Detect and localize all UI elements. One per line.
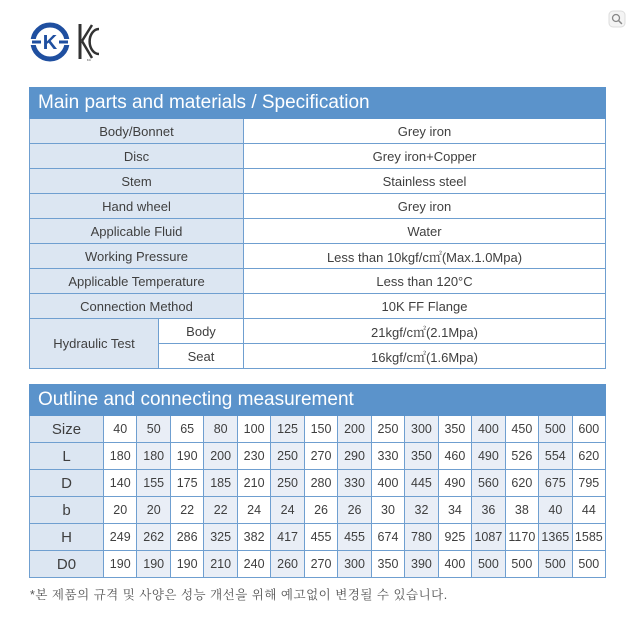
measurement-cell: 36	[472, 497, 505, 524]
spec-value: Grey iron	[244, 194, 606, 219]
measurement-cell: 20	[104, 497, 137, 524]
measurement-cell: 150	[304, 416, 337, 443]
measurement-row-label: D0	[30, 551, 104, 578]
measurement-cell: 190	[170, 443, 203, 470]
measurement-row	[30, 551, 606, 578]
measurement-cell: 500	[472, 551, 505, 578]
measurement-cell: 260	[271, 551, 304, 578]
measurement-cell: 180	[104, 443, 137, 470]
measurement-cell: 40	[539, 497, 572, 524]
measurement-cell: 490	[472, 443, 505, 470]
measurement-cell: 200	[338, 416, 371, 443]
measurement-cell: 455	[304, 524, 337, 551]
zoom-icon[interactable]	[608, 10, 626, 28]
measurement-cell: 65	[170, 416, 203, 443]
spec-value: Stainless steel	[244, 169, 606, 194]
measurement-row-label: L	[30, 443, 104, 470]
spec-row	[30, 319, 606, 344]
spec-value: Less than 10kgf/c㎡(Max.1.0Mpa)	[244, 244, 606, 269]
measurement-row-label: D	[30, 470, 104, 497]
measurement-cell: 250	[371, 416, 404, 443]
measurement-cell: 620	[505, 470, 538, 497]
measurement-cell: 417	[271, 524, 304, 551]
measurement-row	[30, 416, 606, 443]
measurement-cell: 455	[338, 524, 371, 551]
measurement-cell: 554	[539, 443, 572, 470]
hydraulic-seat-label: Seat	[159, 344, 244, 369]
measurement-cell: 44	[572, 497, 606, 524]
spec-row	[30, 144, 606, 169]
k-certification-logo	[30, 22, 70, 62]
measurement-cell: 280	[304, 470, 337, 497]
measurement-cell: 250	[271, 443, 304, 470]
measurement-cell: 22	[170, 497, 203, 524]
spec-row	[30, 244, 606, 269]
measurement-row-label: Size	[30, 416, 104, 443]
measurement-cell: 500	[539, 416, 572, 443]
measurement-cell: 140	[104, 470, 137, 497]
measurement-row	[30, 443, 606, 470]
measurement-cell: 190	[104, 551, 137, 578]
spec-row	[30, 294, 606, 319]
measurement-cell: 300	[338, 551, 371, 578]
measurement-cell: 330	[371, 443, 404, 470]
measurement-cell: 526	[505, 443, 538, 470]
measurement-cell: 400	[438, 551, 471, 578]
measurement-title: Outline and connecting measurement	[30, 385, 606, 416]
measurement-cell: 210	[237, 470, 270, 497]
k-logo-text: K	[42, 32, 58, 54]
measurement-cell: 675	[539, 470, 572, 497]
spec-value: Grey iron+Copper	[244, 144, 606, 169]
measurement-cell: 34	[438, 497, 471, 524]
measurement-cell: 175	[170, 470, 203, 497]
measurement-cell: 125	[271, 416, 304, 443]
measurement-cell: 190	[137, 551, 170, 578]
measurement-cell: 1170	[505, 524, 538, 551]
hydraulic-body-value: 21kgf/c㎡(2.1Mpa)	[244, 319, 606, 344]
measurement-cell: 350	[438, 416, 471, 443]
measurement-cell: 400	[472, 416, 505, 443]
measurement-cell: 780	[405, 524, 438, 551]
measurement-row	[30, 470, 606, 497]
disclaimer-note: *본 제품의 규격 및 사양은 성능 개선을 위해 예고없이 변경될 수 있습니다.	[30, 588, 448, 602]
measurement-cell: 20	[137, 497, 170, 524]
spec-row	[30, 269, 606, 294]
spec-label: Stem	[30, 169, 244, 194]
measurement-cell: 400	[371, 470, 404, 497]
measurement-cell: 500	[572, 551, 606, 578]
measurement-row	[30, 497, 606, 524]
kc-certification-logo	[76, 21, 102, 62]
measurement-cell: 925	[438, 524, 471, 551]
measurement-cell: 286	[170, 524, 203, 551]
spec-row	[30, 219, 606, 244]
measurement-cell: 450	[505, 416, 538, 443]
measurement-cell: 290	[338, 443, 371, 470]
measurement-row-label: b	[30, 497, 104, 524]
measurement-cell: 190	[170, 551, 203, 578]
measurement-cell: 1087	[472, 524, 505, 551]
measurement-cell: 1365	[539, 524, 572, 551]
measurement-cell: 250	[271, 470, 304, 497]
hydraulic-test-label: Hydraulic Test	[30, 319, 159, 369]
measurement-cell: 185	[204, 470, 237, 497]
measurement-cell: 620	[572, 443, 606, 470]
spec-value: 10K FF Flange	[244, 294, 606, 319]
measurement-cell: 230	[237, 443, 270, 470]
measurement-row-label: H	[30, 524, 104, 551]
hydraulic-body-label: Body	[159, 319, 244, 344]
measurement-row	[30, 524, 606, 551]
spec-row	[30, 194, 606, 219]
measurement-cell: 560	[472, 470, 505, 497]
measurement-cell: 50	[137, 416, 170, 443]
measurement-cell: 80	[204, 416, 237, 443]
measurement-cell: 200	[204, 443, 237, 470]
kc-logo-text: KC	[86, 58, 92, 62]
hydraulic-seat-value: 16kgf/c㎡(1.6Mpa)	[244, 344, 606, 369]
measurement-cell: 795	[572, 470, 606, 497]
measurement-cell: 270	[304, 443, 337, 470]
measurement-cell: 330	[338, 470, 371, 497]
measurement-cell: 325	[204, 524, 237, 551]
measurement-cell: 262	[137, 524, 170, 551]
measurement-cell: 600	[572, 416, 606, 443]
measurement-cell: 26	[304, 497, 337, 524]
measurement-cell: 40	[104, 416, 137, 443]
measurement-cell: 100	[237, 416, 270, 443]
spec-label: Applicable Temperature	[30, 269, 244, 294]
spec-label: Applicable Fluid	[30, 219, 244, 244]
spec-value: Less than 120°C	[244, 269, 606, 294]
measurement-cell: 30	[371, 497, 404, 524]
spec-label: Hand wheel	[30, 194, 244, 219]
measurement-cell: 1585	[572, 524, 606, 551]
measurement-cell: 26	[338, 497, 371, 524]
measurement-cell: 155	[137, 470, 170, 497]
measurement-cell: 350	[371, 551, 404, 578]
measurement-cell: 674	[371, 524, 404, 551]
measurement-cell: 490	[438, 470, 471, 497]
measurement-cell: 445	[405, 470, 438, 497]
measurement-cell: 390	[405, 551, 438, 578]
measurement-cell: 24	[237, 497, 270, 524]
measurement-cell: 38	[505, 497, 538, 524]
spec-label: Connection Method	[30, 294, 244, 319]
measurement-cell: 500	[539, 551, 572, 578]
spec-label: Body/Bonnet	[30, 119, 244, 144]
measurement-cell: 300	[405, 416, 438, 443]
spec-row	[30, 169, 606, 194]
spec-value: Water	[244, 219, 606, 244]
specification-table	[29, 87, 606, 369]
measurement-cell: 24	[271, 497, 304, 524]
measurement-cell: 210	[204, 551, 237, 578]
measurement-cell: 460	[438, 443, 471, 470]
measurement-cell: 22	[204, 497, 237, 524]
spec-value: Grey iron	[244, 119, 606, 144]
measurement-cell: 500	[505, 551, 538, 578]
measurement-cell: 240	[237, 551, 270, 578]
spec-row	[30, 119, 606, 144]
measurement-cell: 270	[304, 551, 337, 578]
spec-label: Disc	[30, 144, 244, 169]
measurement-table	[29, 384, 606, 578]
spec-label: Working Pressure	[30, 244, 244, 269]
measurement-cell: 180	[137, 443, 170, 470]
measurement-cell: 32	[405, 497, 438, 524]
measurement-cell: 249	[104, 524, 137, 551]
spec-title: Main parts and materials / Specification	[30, 88, 606, 119]
measurement-cell: 382	[237, 524, 270, 551]
measurement-cell: 350	[405, 443, 438, 470]
